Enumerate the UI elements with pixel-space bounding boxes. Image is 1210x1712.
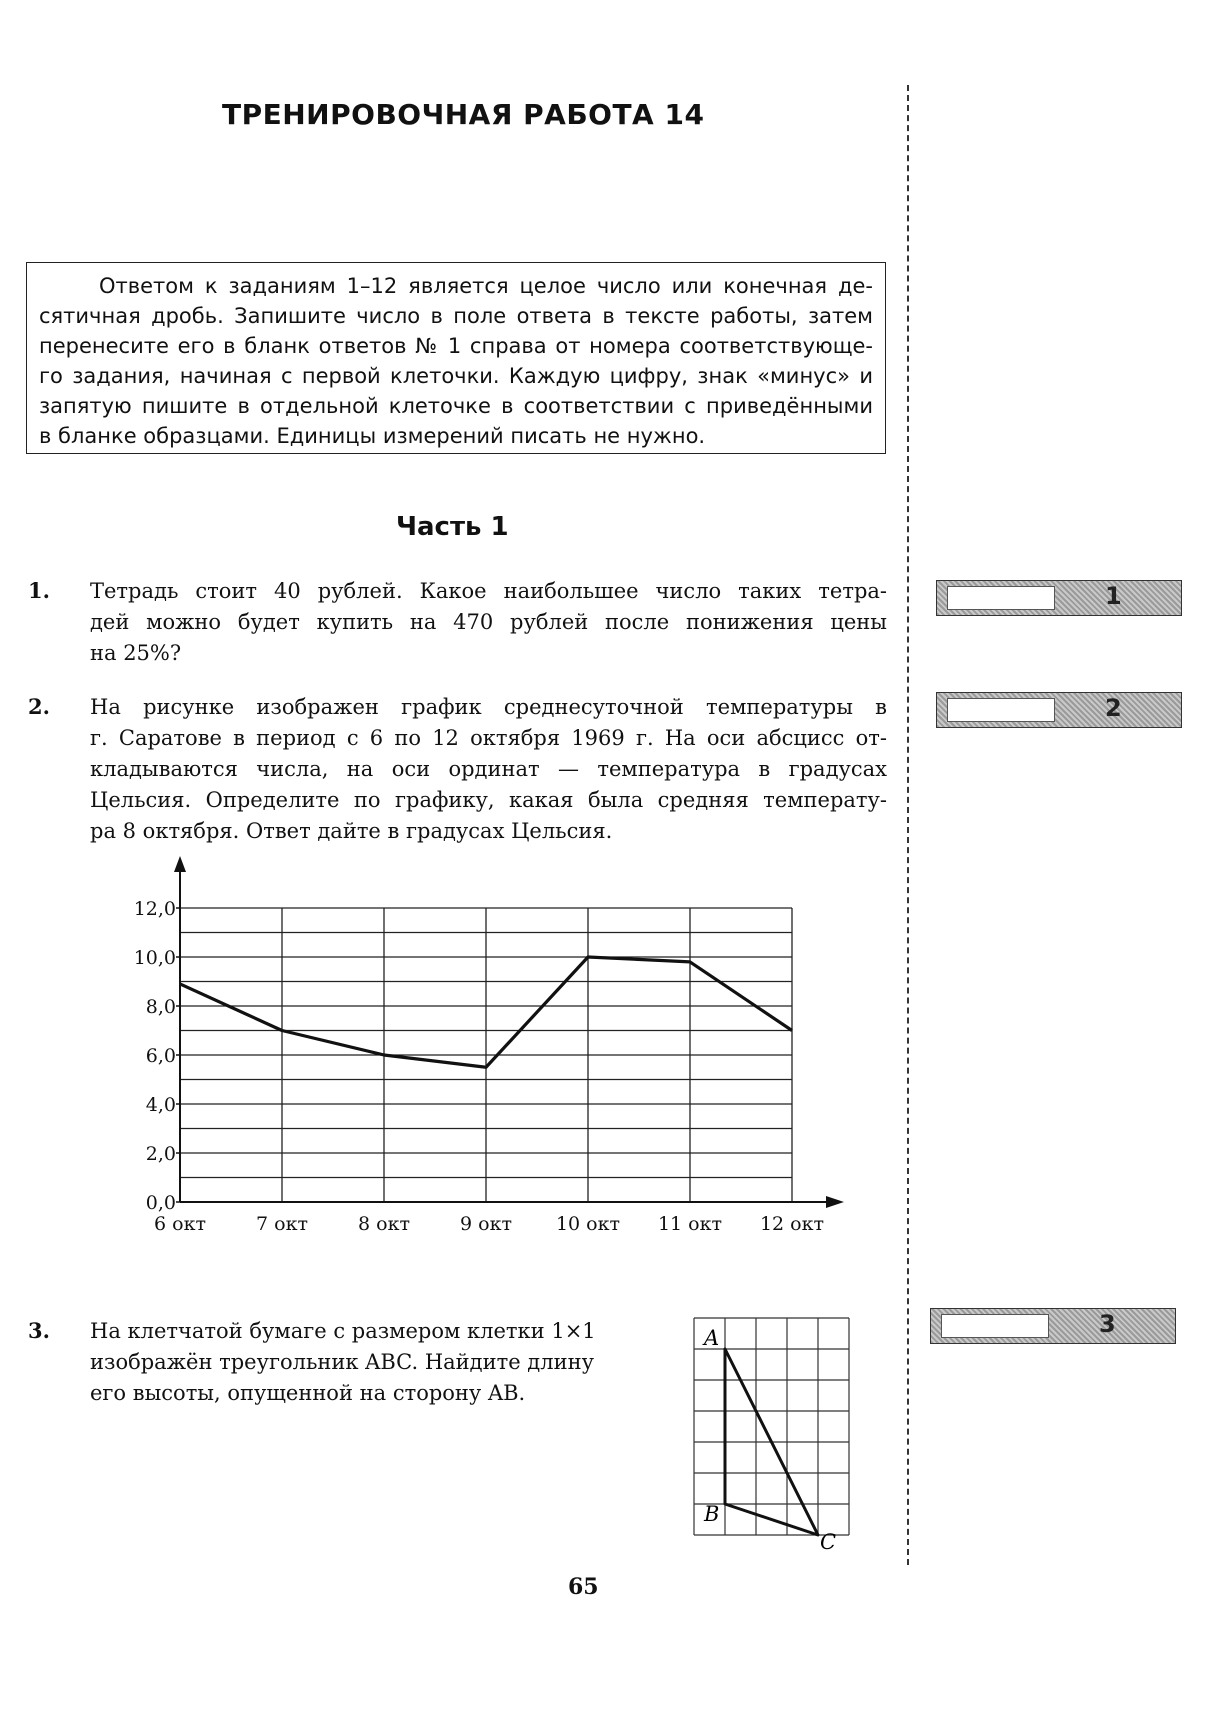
instructions-line: запятую пишите в отдельной клеточке в соответствии с приведёнными — [39, 394, 873, 418]
chart-grid — [180, 908, 792, 1202]
y-axis-arrow — [174, 856, 186, 872]
task-1-number: 1. — [28, 578, 50, 603]
page-title: ТРЕНИРОВОЧНАЯ РАБОТА 14 — [222, 98, 705, 131]
answer-field-label: 2 — [1105, 694, 1122, 722]
task-2-line: На рисунке изображен график среднесуточной температуры в — [90, 695, 887, 719]
triangle-vertex-b-label: B — [704, 1502, 720, 1526]
instructions-line: Ответом к заданиям 1–12 является целое число или конечная де- — [99, 274, 873, 298]
task-3-line: На клетчатой бумаге с размером клетки 1×1 — [90, 1319, 596, 1343]
instructions-line: перенесите его в бланк ответов № 1 справа от номера соответствующе- — [39, 334, 873, 358]
answer-field-3[interactable] — [930, 1308, 1176, 1344]
task-3-line: его высоты, опущенной на сторону AB. — [90, 1381, 526, 1405]
instructions-line: в бланке образцами. Единицы измерений писать не нужно. — [39, 424, 706, 448]
page-number: 65 — [568, 1574, 599, 1600]
x-tick-label: 12 окт — [759, 1213, 825, 1235]
answer-field-label: 3 — [1099, 1310, 1116, 1338]
answer-field-1[interactable] — [936, 580, 1182, 616]
chart-y-tick-labels — [134, 898, 180, 1214]
x-tick-label: 8 окт — [358, 1213, 410, 1235]
x-axis-arrow — [826, 1196, 844, 1208]
task-2-line: кладываются числа, на оси ординат — температура в градусах — [90, 757, 887, 781]
x-tick-label: 9 окт — [460, 1213, 512, 1235]
y-tick-label: 0,0 — [145, 1192, 176, 1214]
answer-field-2[interactable] — [936, 692, 1182, 728]
chart-x-tick-labels — [154, 1213, 824, 1235]
y-tick-label: 12,0 — [133, 898, 176, 920]
triangle-vertex-a-label: A — [704, 1326, 720, 1350]
triangle-vertex-c-label: C — [820, 1530, 837, 1554]
answer-input-2[interactable] — [947, 698, 1055, 722]
task-3-line: изображён треугольник ABC. Найдите длину — [90, 1350, 594, 1374]
x-tick-label: 7 окт — [256, 1213, 308, 1235]
instructions-line: сятичная дробь. Запишите число в поле ответа в тексте работы, затем — [39, 304, 873, 328]
x-tick-label: 6 окт — [154, 1213, 206, 1235]
y-tick-label: 6,0 — [145, 1045, 176, 1067]
task-3-number: 3. — [28, 1318, 50, 1343]
triangle-figure — [688, 1312, 864, 1566]
answer-field-label: 1 — [1105, 582, 1122, 610]
task-1-text — [90, 576, 887, 669]
answer-input-1[interactable] — [947, 586, 1055, 610]
temperature-chart — [110, 850, 870, 1240]
y-tick-label: 8,0 — [145, 996, 176, 1018]
task-2-text — [90, 692, 887, 847]
task-2-number: 2. — [28, 694, 50, 719]
x-tick-label: 11 окт — [657, 1213, 723, 1235]
y-tick-label: 10,0 — [133, 947, 176, 969]
instructions-line: го задания, начиная с первой клеточки. Каждую цифру, знак «минус» и — [39, 364, 873, 388]
task-2-line: г. Саратове в период с 6 по 12 октября 1969 г. На оси абсцисс от- — [90, 726, 887, 750]
chart-axes — [174, 856, 844, 1208]
answer-input-3[interactable] — [941, 1314, 1049, 1338]
task-1-line: дей можно будет купить на 470 рублей после понижения цены — [90, 610, 887, 634]
task-2-line: Цельсия. Определите по графику, какая была средняя температу- — [90, 788, 887, 812]
instructions-box — [26, 262, 886, 454]
x-tick-label: 10 окт — [555, 1213, 621, 1235]
task-2-line: ра 8 октября. Ответ дайте в градусах Цельсия. — [90, 819, 613, 843]
part-title: Часть 1 — [396, 512, 509, 542]
y-tick-label: 2,0 — [145, 1143, 176, 1165]
task-1-line: на 25%? — [90, 641, 182, 665]
task-1-line: Тетрадь стоит 40 рублей. Какое наибольшее число таких тетра- — [90, 579, 887, 603]
y-tick-label: 4,0 — [145, 1094, 176, 1116]
cut-line — [907, 85, 909, 1565]
task-3-text — [90, 1316, 640, 1409]
